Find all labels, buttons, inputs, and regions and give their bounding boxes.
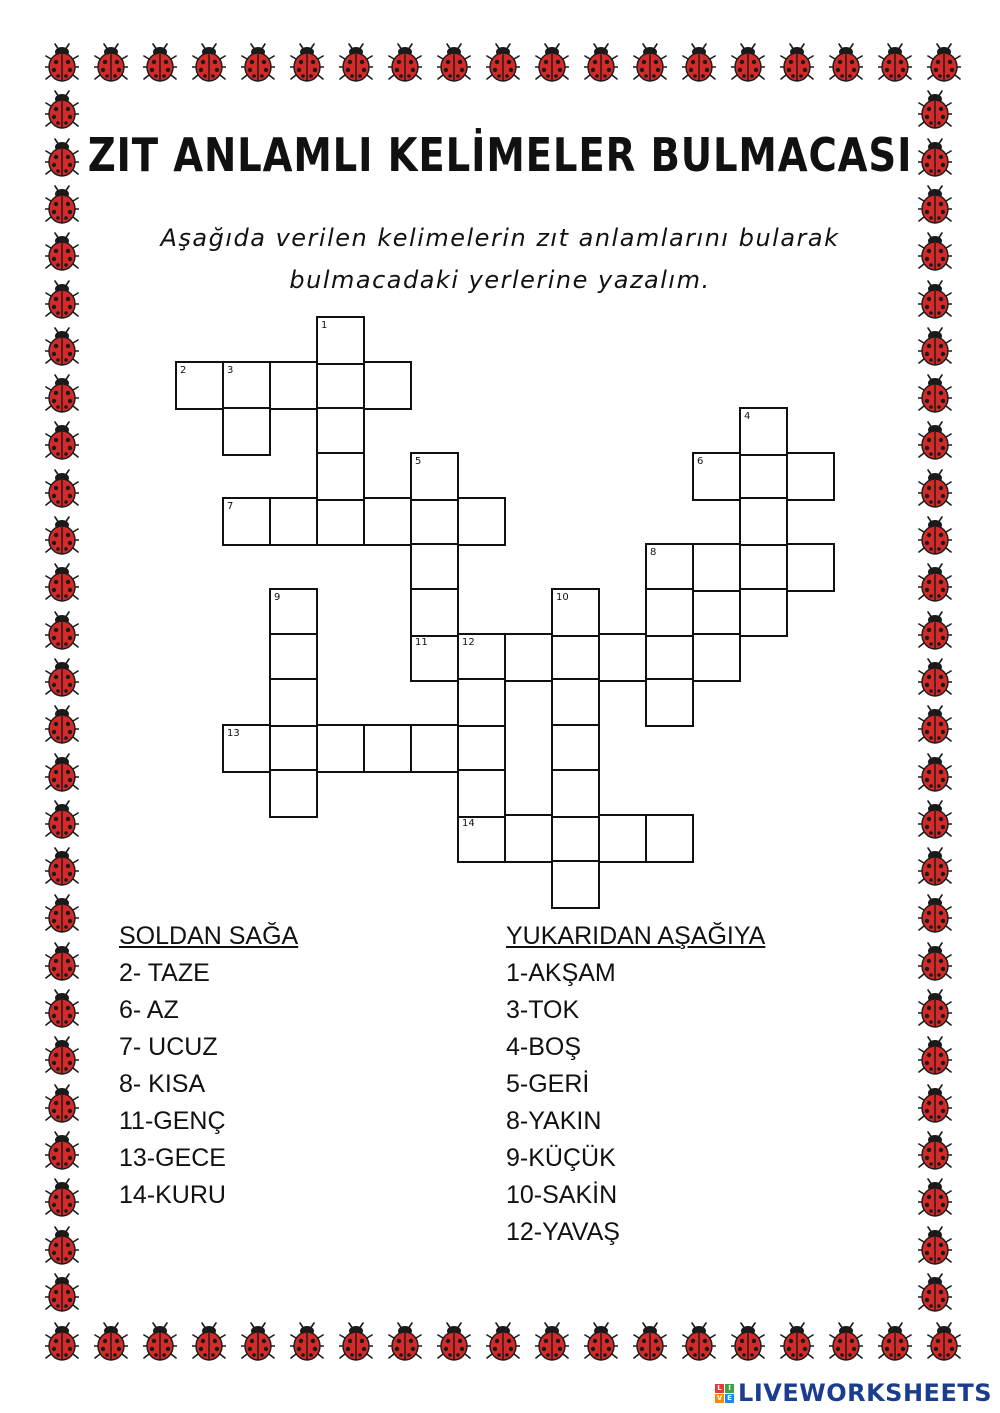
- ladybug-icon: [682, 43, 716, 83]
- crossword-letter-input[interactable]: [271, 726, 316, 771]
- ladybug-icon: [878, 1322, 912, 1362]
- ladybug-icon: [45, 658, 79, 698]
- crossword-letter-input[interactable]: [553, 590, 598, 635]
- ladybug-icon: [927, 43, 961, 83]
- clue-number: 7: [227, 501, 234, 512]
- crossword-letter-input[interactable]: [788, 545, 833, 590]
- crossword-letter-input[interactable]: [647, 545, 692, 590]
- ladybug-icon: [45, 894, 79, 934]
- crossword-cell[interactable]: [786, 452, 835, 501]
- ladybug-icon: [45, 705, 79, 745]
- ladybug-icon: [918, 90, 952, 130]
- crossword-cell[interactable]: [645, 633, 694, 682]
- ladybug-icon: [486, 43, 520, 83]
- crossword-letter-input[interactable]: [318, 499, 363, 544]
- crossword-letter-input[interactable]: [506, 816, 551, 861]
- down-clue: 4-BOŞ: [506, 1033, 582, 1061]
- crossword-letter-input[interactable]: [177, 363, 222, 408]
- ladybug-icon: [918, 1273, 952, 1313]
- crossword-letter-input[interactable]: [694, 454, 739, 499]
- crossword-letter-input[interactable]: [365, 363, 410, 408]
- crossword-cell[interactable]: [457, 497, 506, 546]
- ladybug-icon: [918, 989, 952, 1029]
- crossword-cell[interactable]: [692, 633, 741, 682]
- crossword-cell[interactable]: [457, 769, 506, 818]
- ladybug-icon: [45, 611, 79, 651]
- crossword-letter-input[interactable]: [271, 680, 316, 725]
- crossword-letter-input[interactable]: [741, 590, 786, 635]
- crossword-letter-input[interactable]: [506, 635, 551, 680]
- ladybug-icon: [143, 43, 177, 83]
- ladybug-icon: [918, 1131, 952, 1171]
- crossword-cell[interactable]: [692, 452, 741, 501]
- crossword-cell[interactable]: [363, 361, 412, 410]
- ladybug-icon: [45, 1084, 79, 1124]
- ladybug-icon: [437, 43, 471, 83]
- down-clue: 8-YAKIN: [506, 1107, 602, 1135]
- down-clue: 1-AKŞAM: [506, 959, 616, 987]
- crossword-cell[interactable]: [363, 724, 412, 773]
- clue-number: 6: [697, 456, 704, 467]
- crossword-cell[interactable]: [222, 724, 271, 773]
- across-clue: 8- KISA: [119, 1070, 206, 1098]
- clue-number: 10: [556, 592, 569, 603]
- ladybug-icon: [918, 138, 952, 178]
- crossword-cell[interactable]: [222, 497, 271, 546]
- crossword-cell[interactable]: [692, 543, 741, 592]
- crossword-cell[interactable]: [222, 407, 271, 456]
- crossword-cell[interactable]: [457, 678, 506, 727]
- crossword-cell[interactable]: [786, 543, 835, 592]
- clue-number: 12: [462, 637, 475, 648]
- crossword-cell[interactable]: [739, 452, 788, 501]
- ladybug-icon: [535, 43, 569, 83]
- crossword-cell[interactable]: [598, 814, 647, 863]
- ladybug-icon: [143, 1322, 177, 1362]
- ladybug-icon: [918, 1036, 952, 1076]
- crossword-letter-input[interactable]: [412, 545, 457, 590]
- down-clue: 9-KÜÇÜK: [506, 1144, 616, 1172]
- ladybug-icon: [780, 43, 814, 83]
- down-clue: 12-YAVAŞ: [506, 1218, 620, 1246]
- ladybug-icon: [339, 43, 373, 83]
- liveworksheets-logo[interactable]: [715, 1379, 992, 1407]
- crossword-cell[interactable]: [410, 497, 459, 546]
- ladybug-icon: [94, 43, 128, 83]
- crossword-cell[interactable]: [175, 361, 224, 410]
- ladybug-icon: [192, 1322, 226, 1362]
- clue-number: 3: [227, 365, 234, 376]
- ladybug-icon: [45, 138, 79, 178]
- crossword-cell[interactable]: [316, 407, 365, 456]
- crossword-letter-input[interactable]: [647, 635, 692, 680]
- crossword-cell[interactable]: [645, 678, 694, 727]
- crossword-letter-input[interactable]: [412, 726, 457, 771]
- ladybug-icon: [45, 374, 79, 414]
- crossword-letter-input[interactable]: [271, 771, 316, 816]
- ladybug-icon: [918, 611, 952, 651]
- crossword-cell[interactable]: [645, 588, 694, 637]
- crossword-cell[interactable]: [504, 633, 553, 682]
- crossword-letter-input[interactable]: [459, 771, 504, 816]
- across-clue: 6- AZ: [119, 996, 179, 1024]
- crossword-cell[interactable]: [551, 860, 600, 909]
- crossword-letter-input[interactable]: [459, 726, 504, 771]
- ladybug-icon: [241, 1322, 275, 1362]
- ladybug-icon: [780, 1322, 814, 1362]
- ladybug-icon: [45, 1036, 79, 1076]
- ladybug-icon: [918, 942, 952, 982]
- down-heading: YUKARIDAN AŞAĞIYA: [506, 922, 766, 950]
- crossword-letter-input[interactable]: [741, 409, 786, 454]
- crossword-cell[interactable]: [551, 678, 600, 727]
- ladybug-icon: [45, 1322, 79, 1362]
- ladybug-icon: [535, 1322, 569, 1362]
- ladybug-icon: [918, 327, 952, 367]
- ladybug-icon: [633, 1322, 667, 1362]
- ladybug-icon: [241, 43, 275, 83]
- ladybug-icon: [918, 563, 952, 603]
- crossword-cell[interactable]: [316, 361, 365, 410]
- crossword-cell[interactable]: [316, 452, 365, 501]
- crossword-letter-input[interactable]: [224, 363, 269, 408]
- crossword-cell[interactable]: [551, 588, 600, 637]
- clue-number: 5: [415, 456, 422, 467]
- ladybug-icon: [918, 1084, 952, 1124]
- crossword-cell[interactable]: [410, 452, 459, 501]
- ladybug-icon: [192, 43, 226, 83]
- crossword-letter-input[interactable]: [741, 545, 786, 590]
- crossword-letter-input[interactable]: [553, 726, 598, 771]
- ladybug-icon: [388, 43, 422, 83]
- crossword-cell[interactable]: [739, 543, 788, 592]
- crossword-letter-input[interactable]: [459, 499, 504, 544]
- crossword-letter-input[interactable]: [224, 409, 269, 454]
- crossword-cell[interactable]: [457, 724, 506, 773]
- clue-number: 14: [462, 818, 475, 829]
- crossword-letter-input[interactable]: [459, 680, 504, 725]
- across-clue: 2- TAZE: [119, 959, 210, 987]
- crossword-letter-input[interactable]: [788, 454, 833, 499]
- down-clue: 10-SAKİN: [506, 1181, 618, 1209]
- crossword-letter-input[interactable]: [271, 499, 316, 544]
- ladybug-icon: [918, 1226, 952, 1266]
- logo-letter: I: [725, 1384, 734, 1393]
- ladybug-icon: [918, 847, 952, 887]
- crossword-letter-input[interactable]: [318, 409, 363, 454]
- ladybug-icon: [45, 563, 79, 603]
- crossword-letter-input[interactable]: [271, 363, 316, 408]
- ladybug-icon: [829, 1322, 863, 1362]
- ladybug-icon: [918, 753, 952, 793]
- crossword-cell[interactable]: [410, 543, 459, 592]
- crossword-letter-input[interactable]: [647, 680, 692, 725]
- clue-number: 13: [227, 728, 240, 739]
- clue-number: 4: [744, 411, 751, 422]
- ladybug-icon: [584, 43, 618, 83]
- crossword-letter-input[interactable]: [318, 726, 363, 771]
- crossword-cell[interactable]: [222, 361, 271, 410]
- ladybug-icon: [918, 894, 952, 934]
- crossword-cell[interactable]: [645, 543, 694, 592]
- crossword-letter-input[interactable]: [365, 499, 410, 544]
- clue-number: 1: [321, 320, 328, 331]
- crossword-cell[interactable]: [739, 588, 788, 637]
- crossword-cell[interactable]: [269, 678, 318, 727]
- ladybug-icon: [94, 1322, 128, 1362]
- logo-mark-icon: [715, 1384, 734, 1403]
- crossword-letter-input[interactable]: [694, 545, 739, 590]
- ladybug-icon: [339, 1322, 373, 1362]
- ladybug-icon: [918, 705, 952, 745]
- ladybug-icon: [918, 374, 952, 414]
- crossword-letter-input[interactable]: [224, 499, 269, 544]
- ladybug-icon: [918, 421, 952, 461]
- crossword-cell[interactable]: [598, 633, 647, 682]
- crossword-letter-input[interactable]: [459, 635, 504, 680]
- down-clues: [506, 918, 765, 1251]
- crossword-letter-input[interactable]: [600, 635, 645, 680]
- crossword-cell[interactable]: [551, 633, 600, 682]
- crossword-cell[interactable]: [739, 407, 788, 456]
- ladybug-icon: [45, 1226, 79, 1266]
- ladybug-icon: [45, 942, 79, 982]
- crossword-letter-input[interactable]: [741, 454, 786, 499]
- instructions-line-2: bulmacadaki yerlerine yazalım.: [289, 266, 711, 294]
- across-clue: 13-GECE: [119, 1144, 226, 1172]
- clue-number: 9: [274, 592, 281, 603]
- crossword-letter-input[interactable]: [553, 635, 598, 680]
- instructions-line-1: Aşağıda verilen kelimelerin zıt anlamlarını bularak: [160, 224, 840, 252]
- crossword-cell[interactable]: [551, 814, 600, 863]
- ladybug-icon: [486, 1322, 520, 1362]
- crossword-cell[interactable]: [410, 588, 459, 637]
- crossword-letter-input[interactable]: [553, 816, 598, 861]
- crossword-cell[interactable]: [316, 497, 365, 546]
- across-clue: 14-KURU: [119, 1181, 226, 1209]
- crossword-cell[interactable]: [457, 814, 506, 863]
- ladybug-icon: [584, 1322, 618, 1362]
- ladybug-icon: [731, 43, 765, 83]
- across-heading: SOLDAN SAĞA: [119, 922, 299, 950]
- crossword-cell[interactable]: [645, 814, 694, 863]
- ladybug-icon: [45, 989, 79, 1029]
- ladybug-icon: [45, 327, 79, 367]
- ladybug-icon: [45, 1178, 79, 1218]
- page-title: ZIT ANLAMLI KELİMELER BULMACASI: [87, 128, 913, 182]
- crossword-cell[interactable]: [269, 588, 318, 637]
- logo-text: LIVEWORKSHEETS: [738, 1379, 992, 1407]
- crossword-letter-input[interactable]: [412, 590, 457, 635]
- crossword-cell[interactable]: [269, 724, 318, 773]
- clue-number: 2: [180, 365, 187, 376]
- ladybug-icon: [918, 469, 952, 509]
- crossword-cell[interactable]: [551, 724, 600, 773]
- down-clue: 5-GERİ: [506, 1070, 590, 1098]
- ladybug-icon: [45, 516, 79, 556]
- crossword-letter-input[interactable]: [647, 816, 692, 861]
- ladybug-icon: [829, 43, 863, 83]
- crossword-letter-input[interactable]: [412, 635, 457, 680]
- ladybug-icon: [437, 1322, 471, 1362]
- logo-letter: E: [725, 1394, 734, 1403]
- crossword-letter-input[interactable]: [318, 318, 363, 363]
- crossword-letter-input[interactable]: [553, 680, 598, 725]
- crossword-letter-input[interactable]: [741, 499, 786, 544]
- crossword-letter-input[interactable]: [459, 816, 504, 861]
- ladybug-icon: [45, 469, 79, 509]
- ladybug-icon: [918, 185, 952, 225]
- ladybug-icon: [45, 90, 79, 130]
- clue-number: 11: [415, 637, 428, 648]
- ladybug-icon: [45, 1273, 79, 1313]
- ladybug-icon: [45, 185, 79, 225]
- crossword-cell[interactable]: [316, 316, 365, 365]
- crossword-letter-input[interactable]: [412, 499, 457, 544]
- ladybug-icon: [290, 1322, 324, 1362]
- crossword-cell[interactable]: [457, 633, 506, 682]
- ladybug-icon: [731, 1322, 765, 1362]
- crossword-letter-input[interactable]: [553, 771, 598, 816]
- crossword-letter-input[interactable]: [318, 454, 363, 499]
- crossword-letter-input[interactable]: [553, 862, 598, 907]
- crossword-cell[interactable]: [269, 361, 318, 410]
- ladybug-icon: [45, 1131, 79, 1171]
- crossword-letter-input[interactable]: [694, 635, 739, 680]
- logo-letter: L: [715, 1384, 724, 1393]
- ladybug-icon: [45, 847, 79, 887]
- crossword-letter-input[interactable]: [365, 726, 410, 771]
- crossword-cell[interactable]: [316, 724, 365, 773]
- crossword-cell[interactable]: [363, 497, 412, 546]
- crossword-cell[interactable]: [739, 497, 788, 546]
- across-clues: [119, 918, 298, 1214]
- ladybug-icon: [918, 1178, 952, 1218]
- ladybug-icon: [918, 658, 952, 698]
- clue-number: 8: [650, 547, 657, 558]
- crossword-letter-input[interactable]: [271, 635, 316, 680]
- ladybug-icon: [927, 1322, 961, 1362]
- crossword-letter-input[interactable]: [600, 816, 645, 861]
- crossword-letter-input[interactable]: [412, 454, 457, 499]
- across-clue: 11-GENÇ: [119, 1107, 226, 1135]
- crossword-cell[interactable]: [269, 633, 318, 682]
- ladybug-icon: [918, 800, 952, 840]
- crossword-cell[interactable]: [269, 769, 318, 818]
- across-clue: 7- UCUZ: [119, 1033, 218, 1061]
- ladybug-icon: [878, 43, 912, 83]
- ladybug-icon: [388, 1322, 422, 1362]
- ladybug-icon: [45, 800, 79, 840]
- ladybug-icon: [918, 516, 952, 556]
- crossword-cell[interactable]: [410, 633, 459, 682]
- crossword-cell[interactable]: [410, 724, 459, 773]
- crossword-letter-input[interactable]: [224, 726, 269, 771]
- crossword-letter-input[interactable]: [647, 590, 692, 635]
- logo-letter: V: [716, 1393, 723, 1402]
- crossword-cell[interactable]: [551, 769, 600, 818]
- ladybug-icon: [45, 753, 79, 793]
- down-clue: 3-TOK: [506, 996, 580, 1024]
- crossword-letter-input[interactable]: [271, 590, 316, 635]
- crossword-cell[interactable]: [269, 497, 318, 546]
- ladybug-icon: [45, 43, 79, 83]
- crossword-cell[interactable]: [504, 814, 553, 863]
- ladybug-icon: [45, 421, 79, 461]
- crossword-letter-input[interactable]: [318, 363, 363, 408]
- ladybug-icon: [682, 1322, 716, 1362]
- ladybug-icon: [290, 43, 324, 83]
- ladybug-icon: [633, 43, 667, 83]
